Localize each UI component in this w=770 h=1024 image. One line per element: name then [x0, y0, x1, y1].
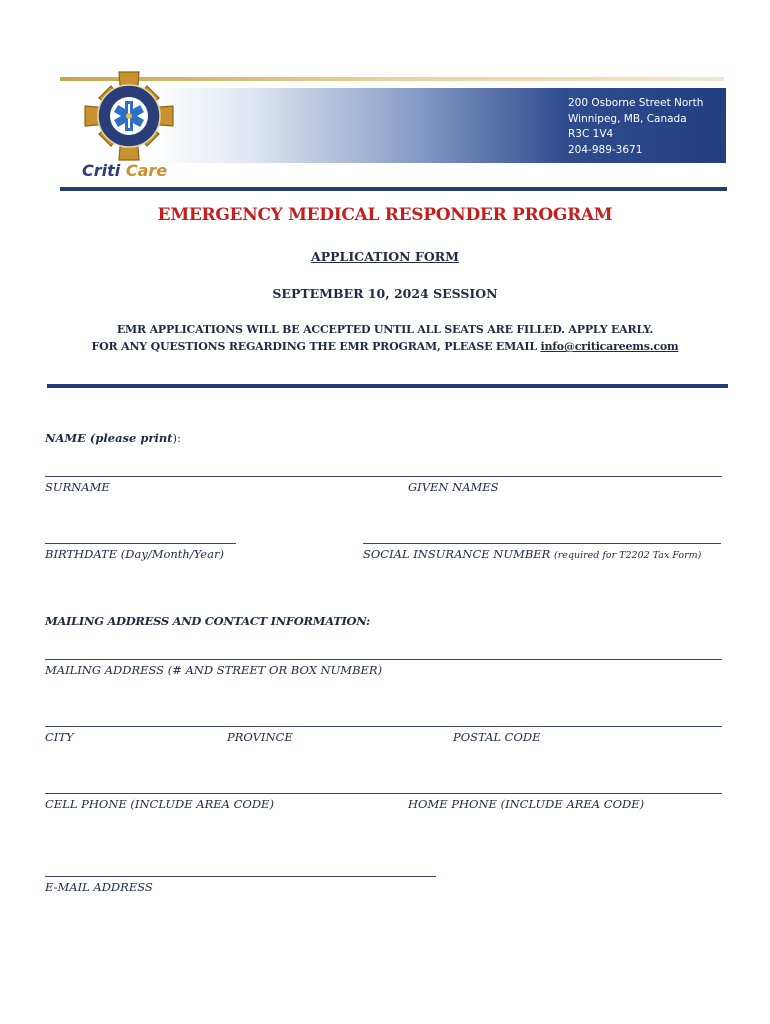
address-phone: 204-989-3671 [568, 143, 643, 156]
address-street: 200 Osborne Street North [568, 97, 704, 109]
page-title: EMERGENCY MEDICAL RESPONDER PROGRAM [157, 205, 613, 225]
province-label: PROVINCE [227, 730, 293, 744]
city-label: CITY [45, 730, 74, 744]
notice-line-2: FOR ANY QUESTIONS REGARDING THE EMR PROGRAM, PLEASE EMAIL info@criticareems.com [91, 340, 679, 353]
session-date: SEPTEMBER 10, 2024 SESSION [272, 286, 498, 301]
email-label: E-MAIL ADDRESS [45, 880, 153, 894]
application-notice [0, 321, 770, 355]
city-province-postal-entry-line[interactable] [45, 726, 722, 727]
name-entry-line[interactable] [45, 476, 722, 477]
notice-line-1: EMR APPLICATIONS WILL BE ACCEPTED UNTIL ALL SEATS ARE FILLED. APPLY EARLY. [116, 323, 654, 336]
mailing-address-entry-line[interactable] [45, 659, 722, 660]
contact-email-link[interactable]: info@criticareems.com [540, 340, 679, 353]
email-entry-line[interactable] [45, 876, 436, 877]
organization-address [568, 96, 703, 158]
postal-code-label: POSTAL CODE [453, 730, 541, 744]
section-divider [47, 384, 728, 388]
phone-entry-line[interactable] [45, 793, 722, 794]
sin-label: SOCIAL INSURANCE NUMBER (required for T2202 Tax Form) [363, 547, 702, 561]
criti-care-academy-logo [74, 70, 184, 162]
logo-wordmark: Criti Care [82, 161, 168, 180]
address-postal-code: R3C 1V4 [568, 128, 614, 140]
cell-phone-label: CELL PHONE (INCLUDE AREA CODE) [45, 797, 274, 811]
name-heading: NAME (please print): [45, 431, 181, 445]
mailing-address-label: MAILING ADDRESS (# AND STREET OR BOX NUMBER) [45, 663, 383, 677]
given-names-label: GIVEN NAMES [408, 480, 499, 494]
address-city: Winnipeg, MB, Canada [568, 112, 687, 125]
surname-label: SURNAME [45, 480, 110, 494]
form-subtitle: APPLICATION FORM [311, 249, 459, 264]
birthdate-label: BIRTHDATE (Day/Month/Year) [45, 547, 224, 561]
sin-entry-line[interactable] [363, 543, 721, 544]
home-phone-label: HOME PHONE (INCLUDE AREA CODE) [408, 797, 645, 811]
sin-note: (required for T2202 Tax Form) [554, 550, 702, 561]
birthdate-entry-line[interactable] [45, 543, 236, 544]
mailing-heading: MAILING ADDRESS AND CONTACT INFORMATION: [45, 614, 370, 628]
header-navy-rule [60, 187, 727, 191]
